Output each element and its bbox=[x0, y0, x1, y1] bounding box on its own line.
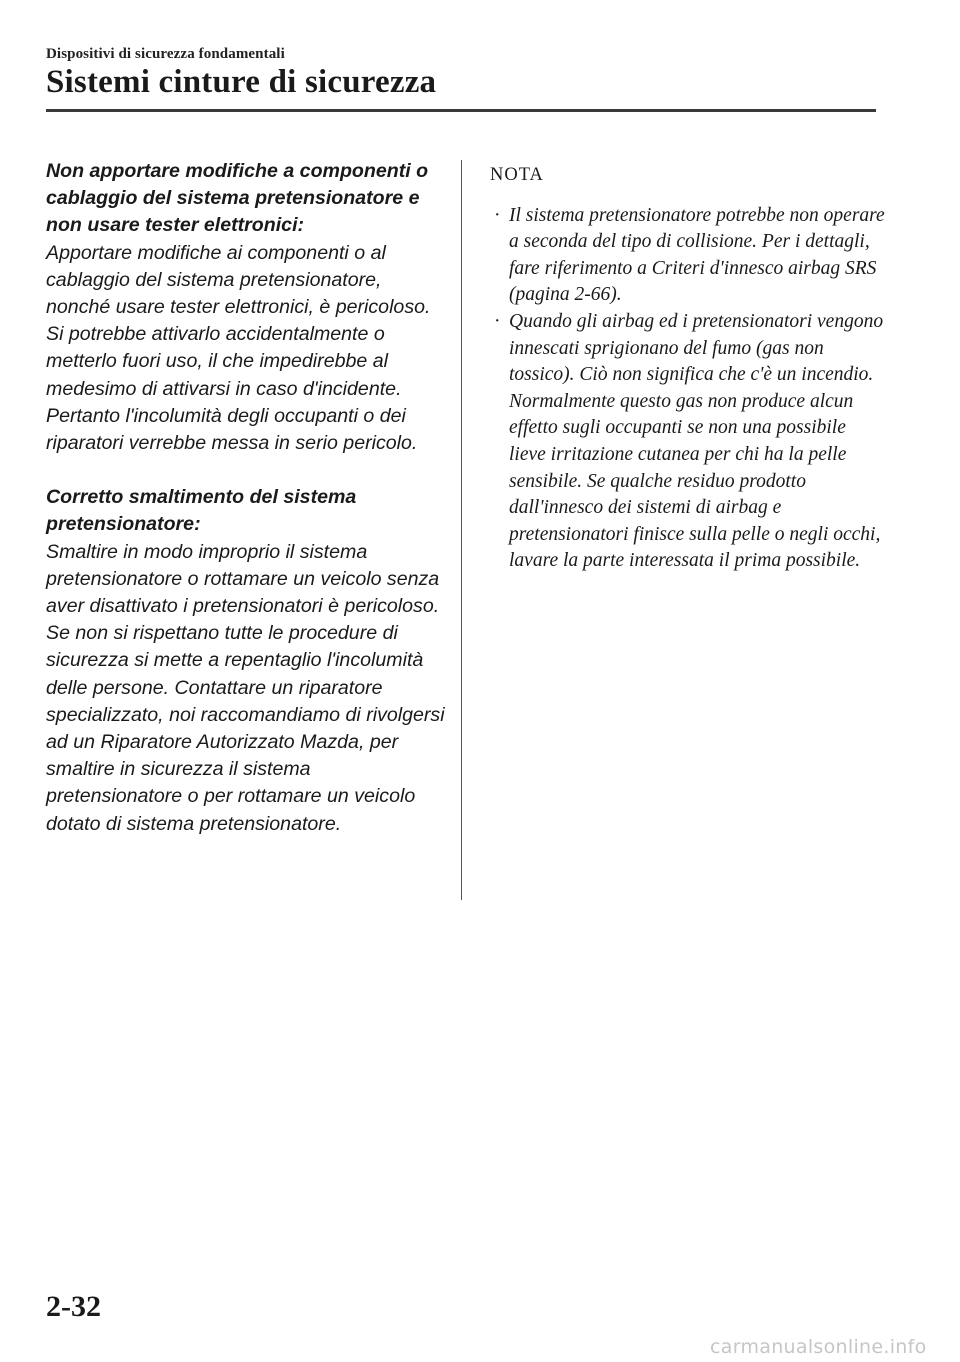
note-item-text: Il sistema pretensionatore potrebbe non operare a seconda del tipo di collisione. Per i dettagli, fare riferimento a Criteri d'innesco airbag SRS (pagina 2-66). bbox=[509, 204, 885, 306]
warning-title: Corretto smaltimento del sistema pretensionatore: bbox=[46, 486, 357, 536]
bullet-icon: · bbox=[494, 204, 501, 226]
header-divider bbox=[46, 109, 876, 112]
warning-title: Non apportare modifiche a componenti o cablaggio del sistema pretensionatore e non usare tester elettronici: bbox=[46, 160, 429, 237]
column-divider bbox=[461, 160, 462, 900]
page-number: 2-32 bbox=[46, 1290, 101, 1323]
note-item-text: Quando gli airbag ed i pretensionatori vengono innescati sprigionano del fumo (gas non tossico). Ciò non significa che c'è un incendio. Normalmente questo gas non produce alcun effetto sugli occupanti se non una possibile lieve irritazione cutanea per chi ha la pelle sensibile. Se qualche residuo prodotto dall'innesco dei sistemi di airbag e pretensionatori finisce sulla pelle o negli occhi, lavare la parte interessata il prima possibile. bbox=[509, 310, 884, 572]
watermark: carmanualsonline.info bbox=[710, 1336, 927, 1358]
section-heading: Dispositivi di sicurezza fondamentali bbox=[46, 46, 285, 62]
page-title: Sistemi cinture di sicurezza bbox=[46, 64, 437, 100]
warning-block bbox=[46, 158, 446, 457]
warning-column bbox=[46, 158, 446, 865]
note-item bbox=[490, 309, 885, 575]
warning-body: Apportare modifiche ai componenti o al cablaggio del sistema pretensionatore, nonché usare tester elettronici, è pericoloso. Si potrebbe attivarlo accidentalmente o metterlo fuori uso, il che impedirebbe al medesimo di attivarsi in caso d'incidente. Pertanto l'incolumità degli occupanti o dei riparatori verrebbe messa in serio pericolo. bbox=[46, 241, 431, 455]
warning-block bbox=[46, 484, 446, 838]
note-item bbox=[490, 203, 885, 309]
note-label: NOTA bbox=[490, 165, 544, 185]
note-column bbox=[490, 160, 885, 575]
bullet-icon: · bbox=[494, 310, 501, 332]
note-list bbox=[490, 203, 885, 575]
warning-body: Smaltire in modo improprio il sistema pretensionatore o rottamare un veicolo senza aver disattivato i pretensionatori è pericoloso. Se non si rispettano tutte le procedure di sicurezza si mette a repentaglio l'incolumità delle persone. Contattare un riparatore specializzato, noi raccomandiamo di rivolgersi ad un Riparatore Autorizzato Mazda, per smaltire in sicurezza il sistema pretensionatore o per rottamare un veicolo dotato di sistema pretensionatore. bbox=[46, 540, 445, 835]
